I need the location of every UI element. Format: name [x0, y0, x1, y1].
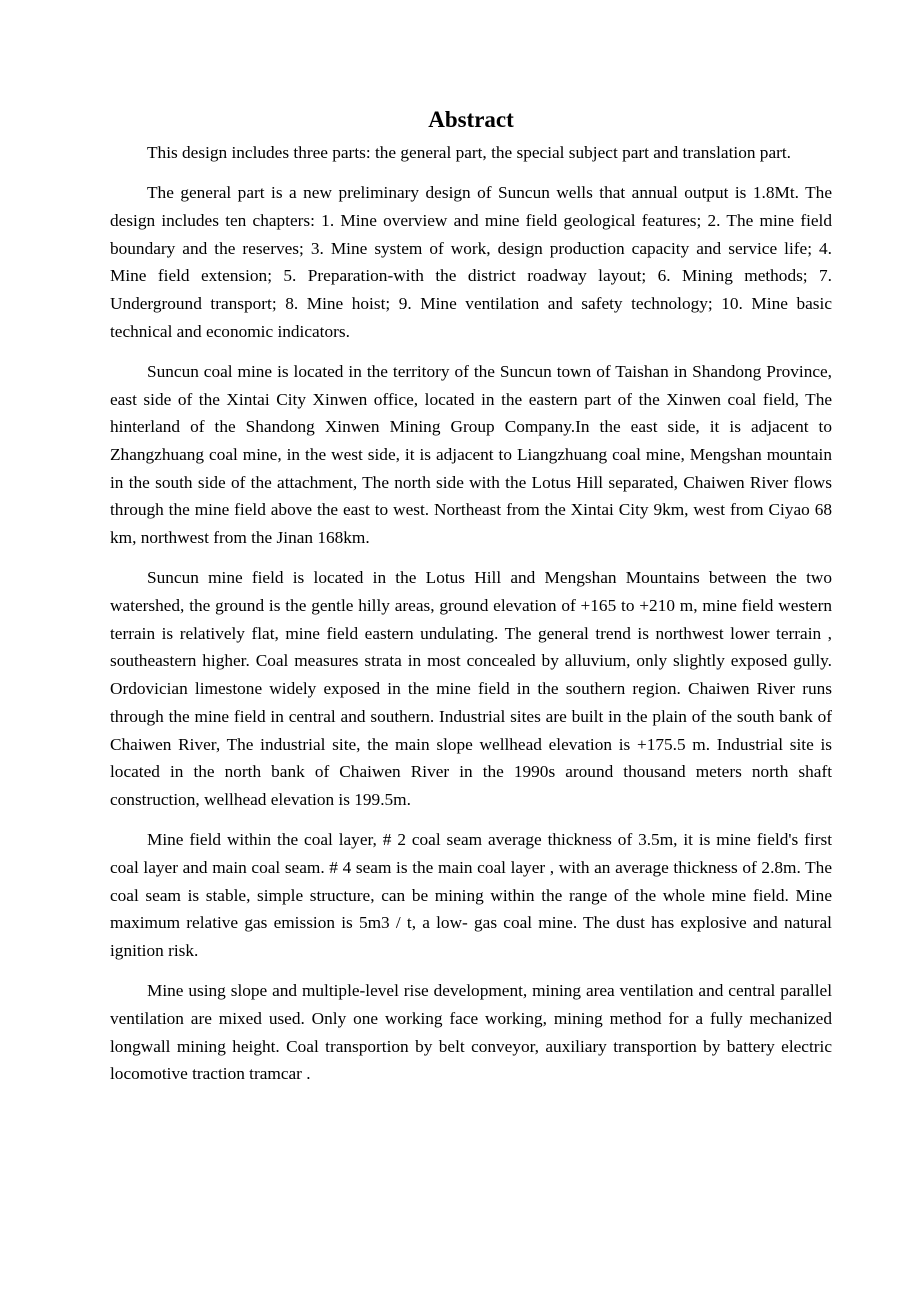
paragraph-general-part: The general part is a new preliminary design of Suncun wells that annual output is 1.8Mt. The design includes ten chapters: 1. Mine overview and mine field geological features; 2. The mine field boundary and the reserves; 3. Mine system of work, design production capacity and service life; 4. Mine field extension; 5. Preparation-with the district roadway layout; 6. Mining methods; 7. Underground transport; 8. Mine hoist; 9. Mine ventilation and safety technology; 10. Mine basic technical and economic indicators.: [110, 183, 832, 341]
document-title: Abstract: [428, 107, 514, 132]
paragraph-development: Mine using slope and multiple-level rise development, mining area ventilation and central parallel ventilation are mixed used. Only one working face working, mining method for a fully mechanized longwall mining height. Coal transportion by belt conveyor, auxiliary transportion by battery electric locomotive traction tramcar .: [110, 981, 832, 1084]
paragraph-location: Suncun coal mine is located in the territory of the Suncun town of Taishan in Shandong Province, east side of the Xintai City Xinwen office, located in the eastern part of the Xinwen coal field, The hinterland of the Shandong Xinwen Mining Group Company.In the east side, it is adjacent to Zhangzhuang coal mine, in the west side, it is adjacent to Liangzhuang coal mine, Mengshan mountain in the south side of the attachment, The north side with the Lotus Hill separated, Chaiwen River flows through the mine field above the east to west. Northeast from the Xintai City 9km, west from Ciyao 68 km, northwest from the Jinan 168km.: [110, 361, 832, 548]
paragraph-coal-seams: Mine field within the coal layer, # 2 coal seam average thickness of 3.5m, it is mine field's first coal layer and main coal seam. # 4 seam is the main coal layer , with an average thickness of 2.8m. The coal seam is stable, simple structure, can be mining within the range of the whole mine field. Mine maximum relative gas emission is 5m3 / t, a low- gas coal mine. The dust has explosive and natural ignition risk.: [110, 830, 832, 960]
document-body: [110, 103, 832, 1101]
paragraph-overview: This design includes three parts: the general part, the special subject part and translation part.: [147, 143, 791, 162]
paragraph-terrain: Suncun mine field is located in the Lotus Hill and Mengshan Mountains between the two watershed, the ground is the gentle hilly areas, ground elevation of +165 to +210 m, mine field western terrain is relatively flat, mine field eastern undulating. The general trend is northwest lower terrain , southeastern higher. Coal measures strata in most concealed by alluvium, only slightly exposed gully. Ordovician limestone widely exposed in the mine field in the southern region. Chaiwen River runs through the mine field in central and southern. Industrial sites are built in the plain of the south bank of Chaiwen River, The industrial site, the main slope wellhead elevation is +175.5 m. Industrial site is located in the north bank of Chaiwen River in the 1990s around thousand meters north shaft construction, wellhead elevation is 199.5m.: [110, 568, 832, 809]
